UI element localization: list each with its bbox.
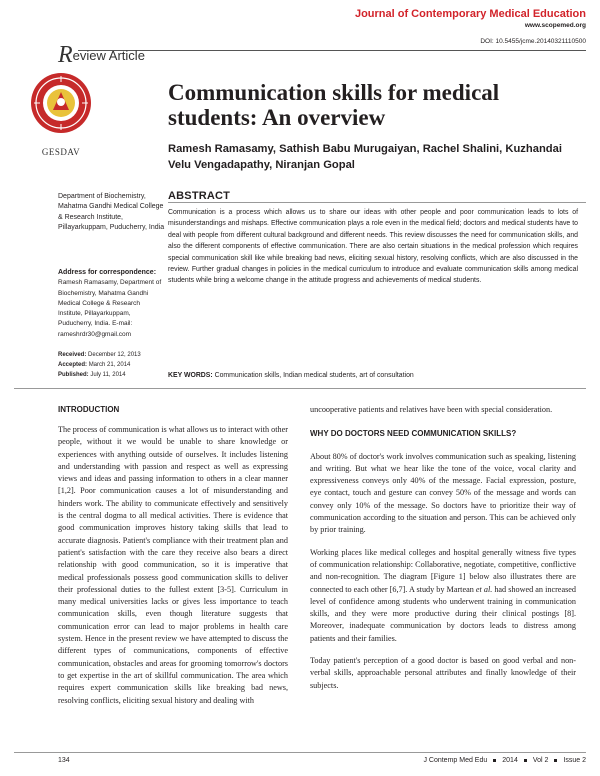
correspondence-heading: Address for correspondence: — [58, 269, 157, 276]
accepted-date: March 21, 2014 — [88, 362, 131, 368]
gesdav-logo — [30, 72, 92, 134]
doi: DOI: 10.5455/jcme.20140321110500 — [480, 38, 586, 45]
footer-volume: Vol 2 — [532, 757, 549, 764]
separator-square — [554, 759, 557, 762]
intro-text: The process of communication is what allows us to interact with other people, without it we would be unable to share knowledge or experiences with anything outside of ourselves. It includes listening and understanding with passion and respect as well as expressing views and ideas and passing information to others in a clear manner [1,2]. Poor communication causes a lot of misunderstanding and hinders work. The ability to communicate effectively and sensitively is the central dogma to all medical activities. There is evidence that good communication improves history taking skills that lead to accurate diagnosis. Patient's compliance with their treatment plan and patient's satisfaction with the care they receive also bears a direct relationship with good communication, so it is imperative that medical professionals possess good communication skills to deliver their professional duties to the fullest extent [3-5]. Curriculum in many medical universities lacks or gives less importance to teach communication skills, even though literature suggests that communication error can lead to major problems in health care system. Hence in the present review we have attempted to discuss the different types of communications, components of effective communication, obstacles and areas for grooming tomorrow's doctors to get expertise in the art of skillful communication. The area which requires expert communication skills like breaking bad news, resolving conflicts, eliciting sexual history and dealing with — [58, 425, 288, 705]
column-left — [58, 405, 288, 707]
why-paragraph-1: About 80% of doctor's work involves communication such as speaking, listening and writing. But what we hear like the tone of the voice, vocal clarity and expressiveness conveys only 40% of the message. Facial expression, posture, eye contact, touch and gesture can convey 50% of the message and words can convey only 10% of the message. So doctors have to prioritize their way of communication according to the situation and person. This can be achieved only by prior training. — [310, 451, 576, 535]
keywords — [168, 372, 578, 379]
why-p2-italic: et al. — [475, 584, 493, 594]
footer-rule — [14, 752, 586, 753]
author-list: Ramesh Ramasamy, Sathish Babu Murugaiyan, Rachel Shalini, Kuzhandai Velu Vengadapathy, Niranjan Gopal — [168, 143, 562, 171]
header-rule — [78, 50, 586, 51]
keywords-label: KEY WORDS: — [168, 372, 213, 379]
abstract-text: Communication is a process which allows us to share our ideas with other people and poor communication leads to lots of misunderstandings and mishaps. Effective communication plays a role even in the medical field; doctors and medical students have to deal with people from different cultural background and different needs. This review discusses the need for communication skills, and also the different components of effective communication. There are also certain situations in the medical profession which requires special communication skill like while breaking bad news, eliciting sexual history, resolving conflicts, which are also discussed in the review. Further gradual changes in policies in the medical curriculum to introduce and evaluate communication skills among medical students while bring a welcome change in the attitude progress and achievements of medical students. — [168, 209, 578, 285]
affiliation: Department of Biochemistry, Mahatma Gandhi Medical College & Research Institute, Pillayarkuppam, Puducherry, India — [58, 193, 165, 231]
why-p2-after: had showed an increased level of confidence among students who underwent training in communication skills, and they were more productive during their clinical postings [8]. Moreover, inadequate communication by doctors leads to distress among patients and their families. — [310, 584, 576, 643]
column-right — [310, 404, 576, 692]
journal-website[interactable]: www.scopemed.org — [524, 22, 586, 29]
journal-name: Journal of Contemporary Medical Education — [354, 8, 586, 20]
footer-issue: Issue 2 — [563, 757, 586, 764]
published-date: July 11, 2014 — [90, 372, 126, 378]
article-dates — [58, 350, 166, 380]
section-rule — [14, 388, 586, 389]
accepted-label: Accepted: — [58, 362, 88, 368]
correspondence — [58, 268, 166, 340]
article-title: Communication skills for medical students: An overview — [168, 80, 500, 130]
page-number: 134 — [58, 757, 70, 764]
separator-square — [524, 759, 527, 762]
why-heading: WHY DO DOCTORS NEED COMMUNICATION SKILLS? — [310, 429, 517, 439]
publisher-name: GESDAV — [41, 147, 81, 157]
keywords-text: Communication skills, Indian medical students, art of consultation — [214, 372, 414, 379]
separator-square — [493, 759, 496, 762]
why-paragraph-2 — [310, 547, 576, 645]
continuation-text: uncooperative patients and relatives have been with special consideration. — [310, 405, 553, 414]
why-p2-before: Working places like medical colleges and hospital generally witness five types of communication relationship: Collaborative, negotiate, competitive, conflictive and non-recognition. The diagram [Figure 1] below also illustrates there are connected to each other [6,7]. A study by Martean — [310, 547, 576, 594]
intro-heading: INTRODUCTION — [58, 405, 120, 414]
correspondence-text: Ramesh Ramasamy, Department of Biochemistry, Mahatma Gandhi Medical College & Research Institute, Pillayarkuppam, Puducherry, India. E-mail: rameshrdr30@gmail.com — [58, 279, 162, 338]
article-type-initial: R — [58, 42, 73, 68]
abstract-rule — [168, 202, 586, 203]
footer-year: 2014 — [502, 757, 518, 764]
abstract-heading: ABSTRACT — [168, 190, 231, 202]
article-type — [58, 40, 145, 67]
footer-citation — [423, 757, 586, 764]
article-type-rest: eview Article — [72, 48, 145, 63]
received-label: Received: — [58, 352, 87, 358]
received-date: December 12, 2013 — [88, 352, 141, 358]
why-paragraph-3: Today patient's perception of a good doctor is based on good verbal and non-verbal skills, approachable personal attributes and finally knowledge of their subjects. — [310, 656, 576, 690]
published-label: Published: — [58, 372, 89, 378]
footer-journal: J Contemp Med Edu — [423, 757, 488, 764]
